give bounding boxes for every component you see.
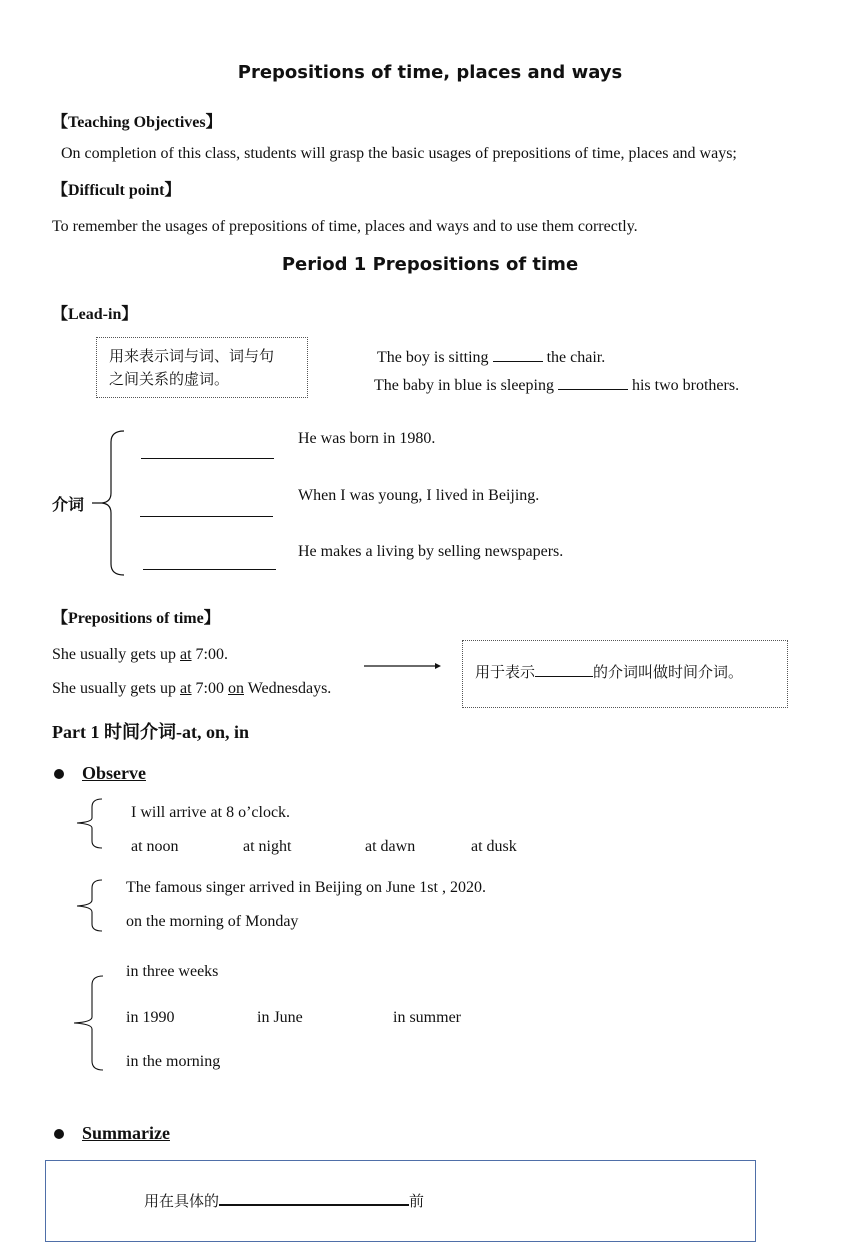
brace-at xyxy=(76,798,106,850)
time-sentence-2-on: on xyxy=(228,680,244,697)
at-phrase-2: at night xyxy=(243,838,292,855)
brace-in xyxy=(73,975,107,1072)
in-phrase-weeks: in three weeks xyxy=(126,963,219,980)
summary-line xyxy=(144,1190,424,1211)
time-sentence-1-at: at xyxy=(180,646,192,663)
at-sentence: I will arrive at 8 o’clock. xyxy=(131,804,291,821)
in-phrase-morning: in the morning xyxy=(126,1053,221,1070)
example-sentence-3: He makes a living by selling newspapers. xyxy=(298,543,564,560)
blank-line-3[interactable] xyxy=(143,569,276,570)
blank-3[interactable] xyxy=(535,664,593,677)
blank-line-2[interactable] xyxy=(140,516,273,517)
lead-in-heading: 【Lead-in】 xyxy=(52,306,138,323)
lead-in-sentence-1-end: the chair. xyxy=(546,349,606,366)
in-phrase-2: in June xyxy=(257,1009,303,1026)
bullet-icon xyxy=(54,1129,64,1139)
big-brace xyxy=(90,430,130,576)
preposition-label: 介词 xyxy=(52,495,85,514)
in-phrase-1: in 1990 xyxy=(126,1009,175,1026)
example-sentence-1: He was born in 1980. xyxy=(298,430,436,447)
teaching-objectives-heading: 【Teaching Objectives】 xyxy=(52,114,222,131)
part1-heading: Part 1 时间介词-at, on, in xyxy=(52,722,249,742)
brace-on xyxy=(76,879,106,933)
summary-end: 前 xyxy=(409,1192,425,1210)
at-phrase-4: at dusk xyxy=(471,838,517,855)
at-phrase-1: at noon xyxy=(131,838,179,855)
blank-1[interactable] xyxy=(493,347,543,362)
lead-in-sentence-2-start: The baby in blue is sleeping xyxy=(374,377,554,394)
lead-in-sentence-2 xyxy=(374,375,739,395)
bullet-icon xyxy=(54,769,64,779)
page-title: Prepositions of time, places and ways xyxy=(237,62,623,83)
time-definition-box xyxy=(462,640,788,708)
in-phrase-3: in summer xyxy=(393,1009,461,1026)
time-definition-end: 的介词叫做时间介词。 xyxy=(593,663,744,681)
lead-in-sentence-1-start: The boy is sitting xyxy=(377,349,489,366)
blank-4[interactable] xyxy=(219,1192,409,1206)
observe-heading: Observe xyxy=(82,763,146,783)
teaching-objectives-text: On completion of this class, students will grasp the basic usages of prepositions of time, places and ways; xyxy=(61,145,737,162)
definition-box xyxy=(96,337,308,398)
at-phrase-3: at dawn xyxy=(365,838,416,855)
time-sentence-2 xyxy=(52,680,331,698)
arrow-icon xyxy=(363,661,443,671)
time-sentence-1-end: 7:00. xyxy=(195,646,228,663)
difficult-point-text: To remember the usages of prepositions of time, places and ways and to use them correctly. xyxy=(52,218,638,235)
definition-line-1: 用来表示词与词、词与句 xyxy=(109,347,275,365)
lead-in-sentence-2-end: his two brothers. xyxy=(631,377,740,394)
difficult-point-heading: 【Difficult point】 xyxy=(52,182,181,199)
example-sentence-2: When I was young, I lived in Beijing. xyxy=(298,487,540,504)
definition-line-2: 之间关系的虚词。 xyxy=(109,370,230,388)
prepositions-of-time-heading: 【Prepositions of time】 xyxy=(52,610,220,627)
time-sentence-2-time: 7:00 xyxy=(195,680,224,697)
period-title: Period 1 Prepositions of time xyxy=(281,254,579,275)
lead-in-sentence-1 xyxy=(377,347,605,367)
time-sentence-1 xyxy=(52,646,228,664)
time-definition-start: 用于表示 xyxy=(475,663,536,681)
blank-2[interactable] xyxy=(558,375,628,390)
summary-box xyxy=(45,1160,756,1242)
time-sentence-2-at: at xyxy=(180,680,192,697)
time-sentence-1-start: She usually gets up xyxy=(52,646,176,663)
blank-line-1[interactable] xyxy=(141,458,274,459)
summary-start: 用在具体的 xyxy=(144,1192,220,1210)
on-sentence: The famous singer arrived in Beijing on June 1st , 2020. xyxy=(126,879,486,896)
on-phrase: on the morning of Monday xyxy=(126,913,299,930)
time-definition-text xyxy=(475,661,743,682)
time-sentence-2-end: Wednesdays. xyxy=(247,680,332,697)
summarize-heading: Summarize xyxy=(82,1123,170,1143)
time-sentence-2-start: She usually gets up xyxy=(52,680,176,697)
